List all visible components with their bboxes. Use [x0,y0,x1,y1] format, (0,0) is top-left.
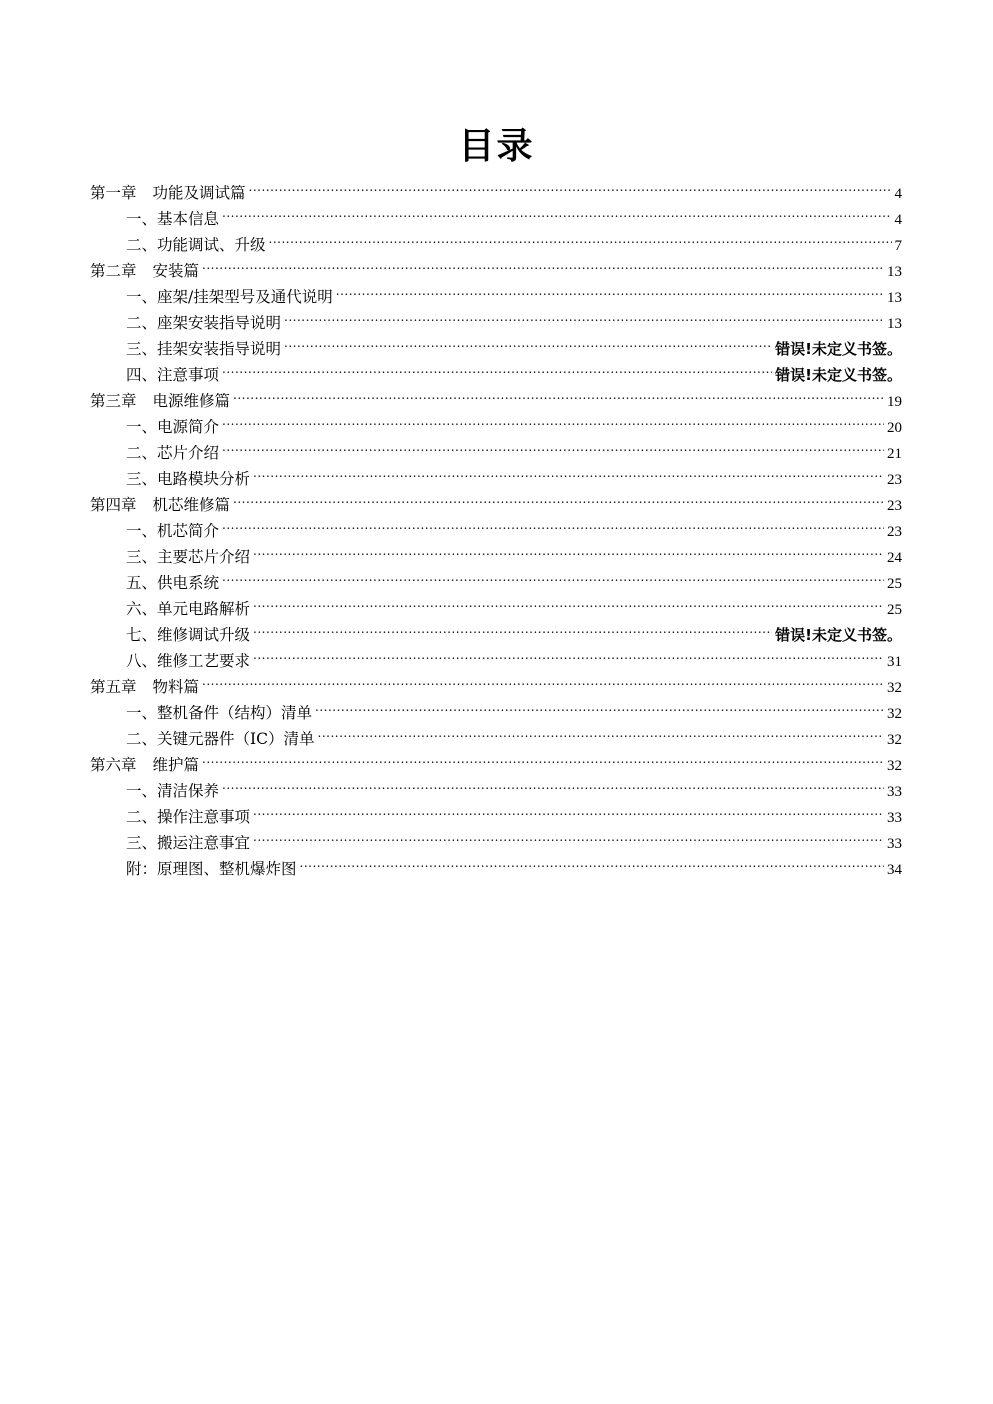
toc-page-number: 23 [887,472,902,488]
toc-entry-label: 座架安装指导说明 [157,314,282,332]
toc-page-number: 20 [887,420,902,436]
toc-entry-number: 一、 [126,210,158,228]
toc-entry-number: 三、 [126,340,158,358]
toc-entry-label: 基本信息 [157,210,220,228]
toc-dot-leader [284,302,884,328]
toc-entry-label: 注意事项 [157,366,220,384]
toc-entry-label: 搬运注意事宜 [157,834,251,852]
toc-page-number: 24 [887,550,902,566]
toc-entry-number: 三、 [126,470,158,488]
toc-entry-number: 一、 [126,522,158,540]
toc-entry-number: 第四章 [90,496,137,514]
toc-section-entry[interactable] [90,692,902,722]
toc-entry-label: 清洁保养 [157,782,220,800]
toc-chapter-entry[interactable] [90,250,902,280]
toc-page-number: 25 [887,576,902,592]
toc-entry-label: 维修调试升级 [157,626,251,644]
toc-page-number: 23 [887,498,902,514]
toc-entry-number: 二、 [126,444,158,462]
toc-entry-number: 第五章 [90,678,137,696]
toc-page-number: 13 [887,264,902,280]
toc-entry-label: 原理图、整机爆炸图 [157,860,297,878]
toc-entry-label: 挂架安装指导说明 [157,340,282,358]
toc-entry-label: 单元电路解析 [157,600,251,618]
toc-entry-number: 二、 [126,314,158,332]
page-title: 目录 [458,125,535,167]
toc-entry-label: 机芯简介 [157,522,220,540]
toc-page-number: 33 [887,836,902,852]
toc-dot-leader [315,692,884,718]
toc-entry-label: 机芯维修篇 [152,496,231,514]
toc-dot-leader [253,640,884,666]
toc-entry-number: 一、 [126,782,158,800]
toc-dot-leader [253,588,884,614]
toc-dot-leader [233,380,884,406]
toc-entry-label: 操作注意事项 [157,808,251,826]
toc-page-number: 4 [894,212,902,228]
toc-entry-number: 一、 [126,418,158,436]
toc-entry-number: 第三章 [90,392,137,410]
table-of-contents [90,172,902,878]
toc-entry-number: 一、 [126,288,158,306]
toc-entry-number: 三、 [126,834,158,852]
toc-entry-number: 三、 [126,548,158,566]
toc-dot-leader [269,224,892,250]
toc-page-number: 13 [887,316,902,332]
toc-chapter-entry[interactable] [90,744,902,774]
toc-dot-leader [233,484,884,510]
toc-page-number: 21 [887,446,902,462]
toc-entry-label: 电源维修篇 [152,392,231,410]
toc-page-number: 32 [887,732,902,748]
toc-page-number: 31 [887,654,902,670]
toc-bookmark-error: 错误!未定义书签。 [775,626,902,644]
toc-page-number: 34 [887,862,902,878]
toc-entry-number: 一、 [126,704,158,722]
toc-dot-leader [222,562,884,588]
toc-entry-number: 六、 [126,600,158,618]
toc-entry-number: 第一章 [90,184,137,202]
toc-page-number: 32 [887,706,902,722]
toc-dot-leader [202,666,884,692]
toc-page-number: 33 [887,810,902,826]
toc-entry-label: 主要芯片介绍 [157,548,251,566]
toc-entry-number: 八、 [126,652,158,670]
toc-dot-leader [253,536,884,562]
toc-entry-number: 第六章 [90,756,137,774]
toc-entry-label: 功能调试、升级 [157,236,266,254]
toc-page-number: 33 [887,784,902,800]
toc-dot-leader [222,770,884,796]
toc-entry-number: 附： [126,860,158,878]
toc-dot-leader [336,276,884,302]
toc-chapter-entry[interactable] [90,172,902,202]
toc-dot-leader [222,432,884,458]
toc-dot-leader [222,198,891,224]
toc-dot-leader [253,614,772,640]
toc-page-number: 13 [887,290,902,306]
toc-entry-label: 功能及调试篇 [152,184,246,202]
toc-dot-leader [249,172,892,198]
toc-entry-label: 供电系统 [157,574,220,592]
toc-page-number: 4 [894,186,902,202]
toc-dot-leader [202,744,884,770]
toc-entry-label: 维护篇 [152,756,200,774]
toc-dot-leader [284,328,772,354]
toc-entry-label: 关键元器件（IC）清单 [157,730,315,748]
toc-dot-leader [253,458,884,484]
toc-entry-number: 二、 [126,236,158,254]
toc-entry-number: 第二章 [90,262,137,280]
toc-section-entry[interactable] [90,770,902,800]
toc-entry-number: 二、 [126,730,158,748]
toc-chapter-entry[interactable] [90,666,902,696]
toc-entry-number: 二、 [126,808,158,826]
toc-entry-label: 整机备件（结构）清单 [157,704,313,722]
toc-entry-label: 座架/挂架型号及通代说明 [157,288,333,306]
toc-entry-label: 物料篇 [152,678,200,696]
toc-bookmark-error: 错误!未定义书签。 [775,366,902,384]
toc-dot-leader [222,510,884,536]
toc-entry-number: 七、 [126,626,158,644]
toc-entry-label: 芯片介绍 [157,444,220,462]
toc-dot-leader [253,796,884,822]
toc-entry-label: 安装篇 [152,262,200,280]
toc-entry-number: 五、 [126,574,158,592]
toc-entry-label: 维修工艺要求 [157,652,251,670]
toc-dot-leader [300,848,884,874]
toc-page-number: 25 [887,602,902,618]
toc-page-number: 7 [894,238,902,254]
toc-dot-leader [222,354,772,380]
toc-section-entry[interactable] [90,276,902,306]
toc-page-number: 32 [887,680,902,696]
toc-entry-number: 四、 [126,366,158,384]
toc-bookmark-error: 错误!未定义书签。 [775,340,902,358]
toc-page-number: 32 [887,758,902,774]
toc-dot-leader [253,822,884,848]
toc-entry-label: 电路模块分析 [157,470,251,488]
toc-entry-label: 电源简介 [157,418,220,436]
toc-dot-leader [318,718,885,744]
toc-dot-leader [222,406,884,432]
toc-page-number: 19 [887,394,902,410]
toc-page-number: 23 [887,524,902,540]
toc-dot-leader [202,250,884,276]
